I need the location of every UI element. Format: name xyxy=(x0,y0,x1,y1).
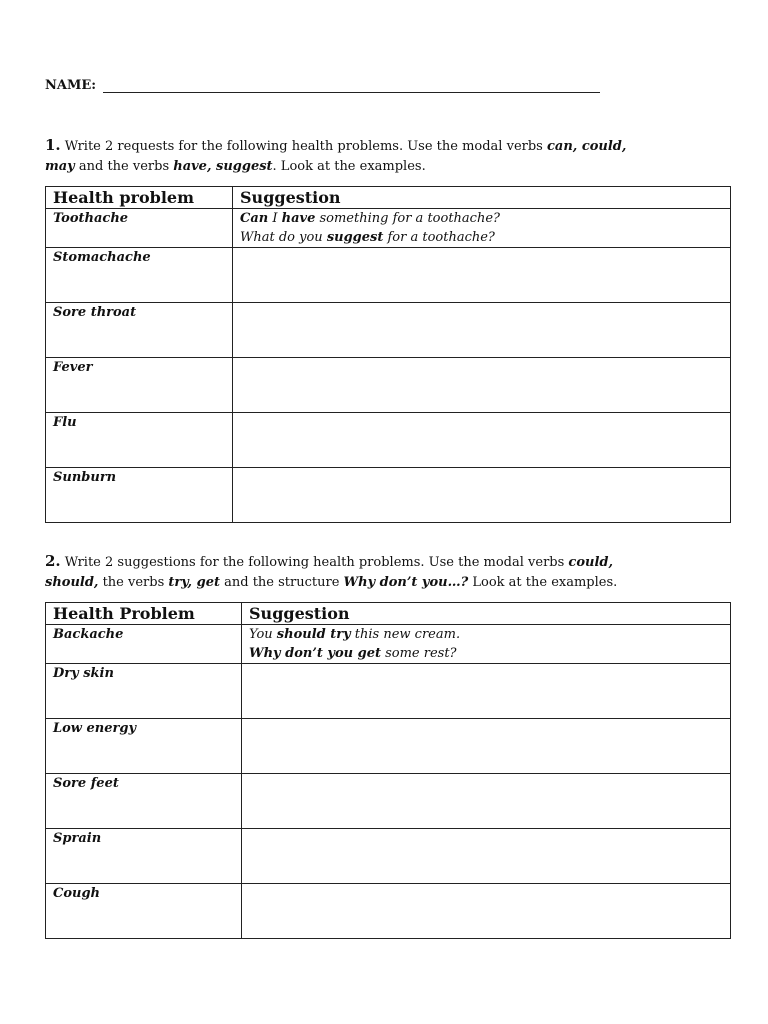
problem-cell: Sprain xyxy=(46,829,242,884)
problem-cell: Flu xyxy=(46,413,233,468)
answer-cell[interactable] xyxy=(233,468,731,523)
answer-cell[interactable] xyxy=(242,719,731,774)
section2-number: 2. xyxy=(45,552,61,570)
answer-cell[interactable] xyxy=(233,413,731,468)
instr2-bold: could, xyxy=(568,555,614,570)
section1-number: 1. xyxy=(45,136,61,154)
instr2-bold: Why don’t you…? xyxy=(343,574,469,590)
instr2-text: the verbs xyxy=(98,574,169,590)
example-text: something for a toothache? xyxy=(315,211,500,226)
table-row xyxy=(46,884,731,939)
table-row xyxy=(46,625,731,664)
instr2-text: Look at the examples. xyxy=(468,574,618,590)
table-requests xyxy=(45,186,731,523)
answer-cell[interactable] xyxy=(233,248,731,303)
table-row xyxy=(46,248,731,303)
table-row xyxy=(46,774,731,829)
problem-cell: Cough xyxy=(46,884,242,939)
problem-cell: Backache xyxy=(46,625,242,664)
answer-cell[interactable] xyxy=(233,358,731,413)
problem-cell: Dry skin xyxy=(46,664,242,719)
answer-cell[interactable] xyxy=(242,664,731,719)
column-header-problem: Health Problem xyxy=(46,603,242,625)
instr2-text: Write 2 suggestions for the following health problems. Use the modal verbs xyxy=(60,555,569,570)
answer-cell[interactable] xyxy=(233,303,731,358)
section2-instructions xyxy=(45,552,725,592)
problem-cell: Sunburn xyxy=(46,468,233,523)
table-row xyxy=(46,664,731,719)
problem-cell: Toothache xyxy=(46,209,233,248)
answer-cell[interactable] xyxy=(242,829,731,884)
instr1-bold: may xyxy=(45,158,75,174)
column-header-problem: Health problem xyxy=(46,187,233,209)
column-header-suggestion: Suggestion xyxy=(242,603,731,625)
name-field[interactable] xyxy=(103,92,600,93)
answer-cell[interactable] xyxy=(242,774,731,829)
table-suggestions xyxy=(45,602,731,939)
instr1-text: Write 2 requests for the following health problems. Use the modal verbs xyxy=(60,139,547,154)
instr1-bold: have, suggest xyxy=(173,158,273,174)
instr2-text: and the structure xyxy=(219,574,344,590)
example-text: I xyxy=(268,211,282,226)
table-row xyxy=(46,209,731,248)
example-suggestion-cell xyxy=(242,625,731,664)
example-text: for a toothache? xyxy=(383,229,495,245)
example-text: What do you xyxy=(240,229,327,245)
example-bold: have xyxy=(281,211,316,226)
instr1-text: . Look at the examples. xyxy=(272,158,426,174)
example-bold: suggest xyxy=(326,229,384,245)
example-suggestion-cell xyxy=(233,209,731,248)
table-row xyxy=(46,719,731,774)
column-header-suggestion: Suggestion xyxy=(233,187,731,209)
problem-cell: Low energy xyxy=(46,719,242,774)
table-row xyxy=(46,829,731,884)
instr2-bold: should, xyxy=(45,574,99,590)
name-label: NAME: xyxy=(45,78,97,93)
problem-cell: Sore feet xyxy=(46,774,242,829)
example-bold: should try xyxy=(276,627,351,642)
example-bold: Can xyxy=(240,211,269,226)
problem-cell: Stomachache xyxy=(46,248,233,303)
table-row xyxy=(46,358,731,413)
table-row xyxy=(46,303,731,358)
example-text: this new cream. xyxy=(350,627,461,642)
section1-instructions xyxy=(45,136,725,176)
problem-cell: Sore throat xyxy=(46,303,233,358)
instr1-bold: can, could, xyxy=(546,139,627,154)
instr2-bold: try, get xyxy=(168,574,220,590)
instr1-text: and the verbs xyxy=(74,158,174,174)
table-row xyxy=(46,468,731,523)
problem-cell: Fever xyxy=(46,358,233,413)
example-text: You xyxy=(249,627,277,642)
answer-cell[interactable] xyxy=(242,884,731,939)
example-bold: Why don’t you get xyxy=(249,645,381,661)
example-text: some rest? xyxy=(380,645,457,661)
table-row xyxy=(46,413,731,468)
